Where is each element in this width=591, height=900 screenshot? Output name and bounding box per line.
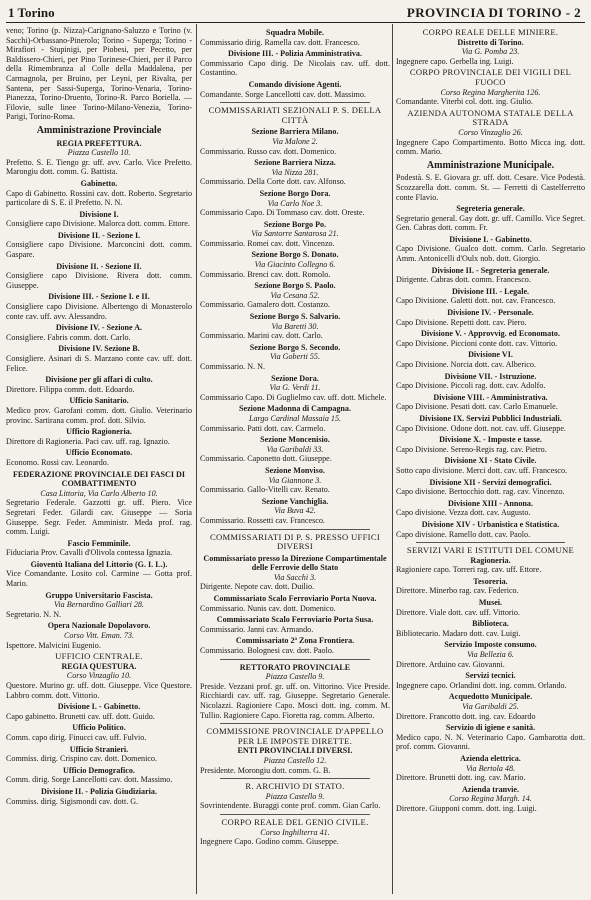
entry [6, 323, 192, 342]
entry [396, 520, 585, 539]
entry [396, 640, 585, 669]
entry-text: Capo divisione. Ramello dott. cav. Paolo. [396, 529, 531, 539]
entry [396, 287, 585, 306]
entry-text: Consigliere capo Divisione. Albertengo di Monasterolo conte cav. uff. avv. Alessandro. [6, 302, 192, 321]
entry [200, 594, 390, 613]
entry [6, 470, 192, 537]
entry-text: Comm. dirig. Sorge Lancellotti cav. dott. Massimo. [6, 775, 173, 785]
entry-heading: Divisione XIII - Annona. [447, 498, 533, 508]
entry-text: Commissario. Gamalero dott. Costanzo. [200, 300, 330, 310]
podesta-paragraph: Podestà. S. E. Giovara gr. uff. dott. Cesare. Vice Podestà. Scozzarella dott. comm. St. — Ferretti di Castelferretto conte Flavio. [396, 173, 585, 202]
entry [396, 414, 585, 433]
entry [200, 615, 390, 634]
entry-address: Via Goberti 55. [270, 352, 320, 362]
entry-address: Corso Vinzaglio 10. [66, 671, 132, 681]
divider [220, 778, 370, 779]
entry-text: Capo divisione. Vezza dott. cav. Augusto. [396, 508, 531, 518]
divider [220, 723, 370, 724]
entry-heading: Divisione I. - Gabinetto. [449, 234, 532, 244]
entry-text: Ingegnere Capo. Godino comm. Giuseppe. [200, 837, 339, 847]
entry-text: Commissario Capo dirig. De Nicolais cav. uff. dott. Costantino. [200, 58, 390, 78]
entry [200, 127, 390, 156]
entry [200, 312, 390, 341]
entry-heading: Sezione Borgo S. Secondo. [249, 342, 341, 352]
entry [396, 671, 585, 690]
entry-heading: Divisione per gli affari di culto. [45, 375, 153, 385]
entry-text: Segretario. N. N. [6, 609, 62, 619]
entry-address: Via Bernardino Galliari 28. [54, 600, 144, 610]
entry-heading: Gruppo Universitario Fascista. [45, 590, 153, 600]
entry-heading: Acquedotto Municipale. [448, 692, 533, 702]
entry [6, 344, 192, 373]
entry-address: Via Baretti 30. [271, 321, 319, 331]
entry [396, 785, 585, 814]
entry [396, 329, 585, 348]
entry-text: Consigliere. Asinari di S. Marzano conte cav. uff. dott. Felice. [6, 354, 192, 373]
entry-text: Comandante. Viterbi col. dott. ing. Giulio. [396, 97, 533, 107]
entry-heading: Divisione III. - Sezione I. e II. [48, 292, 150, 302]
entry [6, 179, 192, 208]
entry-heading: Divisione VIII. - Amministrativa. [433, 392, 548, 402]
entry-heading: Divisione VII. - Istruzione. [444, 371, 537, 381]
entry-text: Segretario Federale. Gazzotti gr. uff. Piero. Vice Segretari Feder. Gilardi cav. Giuseppe — Soria Giuseppe. Segr. Feder. Amministr. Meda prof. rag. comm. Luigi. [6, 498, 192, 537]
entry [200, 778, 390, 811]
entry-address: Corso Vitt. Eman. 73. [64, 631, 134, 641]
entry [6, 787, 192, 806]
entry-text: Dirigente. Cabras dott. comm. Francesco. [396, 275, 531, 285]
entry-text: Commissario. N. N. [200, 362, 265, 371]
entry-heading: Divisione X. - Imposte e tasse. [439, 435, 542, 445]
entry-address: Piazza Castello 12. [263, 755, 327, 765]
entry-text: Capo Divisione. Galetti dott. not. cav. Francesco. [396, 296, 556, 306]
column-2 [200, 26, 390, 847]
entry [200, 529, 390, 552]
entry [396, 308, 585, 327]
page-header [6, 4, 585, 23]
entry-text: Capo Divisione. Odone dott. not. cav. uff. Giuseppe. [396, 423, 566, 433]
entry-heading: Commissariato Scalo Ferroviario Porta Nuova. [213, 594, 377, 604]
entry-caption: COMMISSIONE PROVINCIALE D'APPELLO PER LE IMPOSTE DIRETTE. [206, 726, 384, 746]
entry-text: Commissario. Caponetto dott. Giuseppe. [200, 454, 332, 464]
entry-heading: REGIA QUESTURA. [61, 661, 137, 671]
entry [200, 497, 390, 526]
entry-text: Commissario. Russo cav. dott. Domenico. [200, 146, 337, 156]
entry-text: Direttore. Francotto dott. ing. cav. Edoardo [396, 711, 536, 721]
entry-caption: UFFICIO CENTRALE. [55, 651, 143, 662]
entry [200, 28, 390, 47]
page-number-left: 1 Torino [8, 5, 55, 20]
entry-address: Via Giacinto Collegno 6. [254, 260, 336, 270]
entry-address: Piazza Castello 9. [265, 672, 325, 682]
entry-text: Sotto capo divisione. Merci dott. cav. uff. Francesco. [396, 465, 568, 475]
divider [220, 814, 370, 815]
entry-text: Consigliere capo Divisione. Marconcini dott. comm. Gaspare. [6, 240, 192, 260]
entry-text: Preside. Vezzani prof. gr. uff. on. Vittorino. Vice Preside. Ricchiardi cav. uff. rag. Giuseppe. Segretario Generale. Nicolazzi. Ragioniere Capo. Mosci dott. ing. comm. M. Tullio. Ragioniere Capo. Fioretta rag. comm. Alberto. [200, 681, 390, 720]
entry [200, 49, 390, 78]
entry-text: Direttore. Viale dott. cav. uff. Vittorio. [396, 607, 520, 617]
entry-text: Capo gabinetto. Brunetti cav. uff. dott. Guido. [6, 711, 155, 721]
entry-heading: Ufficio Demografico. [63, 765, 135, 775]
entry-text: Commissario. Romei cav. dott. Vincenzo. [200, 238, 335, 248]
entry [396, 68, 585, 106]
entry-address: Via Cesana 52. [270, 290, 320, 300]
entry [396, 619, 585, 638]
entry [200, 158, 390, 187]
entry-heading: Sezione Monviso. [265, 465, 325, 475]
entry-text: Bibliotecario. Madaro dott. cav. Luigi. [396, 628, 521, 638]
entry [396, 723, 585, 752]
entry [200, 281, 390, 310]
entry-text: Direttore. Brunetti dott. ing. cav. Mario. [396, 773, 526, 783]
entry [6, 539, 192, 558]
entry-address: Via Garibaldi 25. [462, 702, 519, 711]
entry-address: Corso Inghilterra 41. [260, 827, 330, 837]
entry [6, 139, 192, 177]
divider [220, 102, 370, 103]
entry [6, 621, 192, 650]
entry-text: Comm. capo dirig. Finucci cav. uff. Fulvio. [6, 732, 147, 742]
entry-text: Direttore. Giupponi comm. dott. ing. Luigi. [396, 803, 537, 813]
entry [200, 466, 390, 495]
entry-heading: Comando divisione Agenti. [248, 79, 342, 89]
entry-heading: Ufficio Politico. [72, 723, 126, 733]
entry-heading: Divisione XI - Stato Civile. [444, 456, 537, 466]
entry-text: Commissario. Nunis cav. dott. Domenico. [200, 603, 336, 613]
entry-heading: Sezione Barriera Milano. [251, 127, 339, 137]
entry-text: Commissario. Marini cav. dott. Carlo. [200, 331, 323, 341]
entry-heading: Musei. [478, 598, 503, 608]
entry-address: Via Buva 42. [274, 506, 316, 516]
entry-text: Vice Comandante. Losito col. Carmine — Gotta prof. Mario. [6, 569, 192, 589]
entry-text: Capo divisione. Bertocchio dott. rag. cav. Vincenzo. [396, 487, 565, 497]
entry-heading: REGIA PREFETTURA. [56, 138, 142, 148]
entry-heading: Ufficio Sanitario. [69, 396, 129, 406]
entry [200, 220, 390, 249]
entry-text: Consigliere. Fabris comm. dott. Carlo. [6, 332, 131, 342]
entries-list [6, 139, 192, 807]
entry-text: Prefetto. S. E. Tiengo gr. uff. avv. Carlo. Vice Prefetto. Marongiu dott. comm. G. Battista. [6, 157, 192, 177]
entry-heading: Ragioneria. [470, 555, 511, 565]
entry-heading: Ufficio Ragioneria. [66, 427, 132, 437]
entry-heading: Divisione I. [79, 209, 119, 219]
entry [6, 560, 192, 589]
entry [6, 591, 192, 620]
section-title: Amministrazione Municipale. [426, 159, 555, 171]
entry-heading: Distretto di Torino. [457, 37, 524, 47]
entry-heading: Sezione Borgo S. Donato. [251, 250, 339, 260]
entry-heading: Divisione IV. - Sezione A. [55, 323, 143, 333]
entry-heading: Tesoreria. [473, 576, 508, 586]
entry [6, 448, 192, 467]
divider [416, 542, 565, 543]
entry-heading: Biblioteca. [472, 619, 509, 629]
transport-paragraph: veno; Torino (p. Nizza)-Carignano-Saluzzo e Torino (v. Sacchi)-Orbassano-Pinerolo; Torino - Superga; Torino - Mirafiori - Stupinigi, per Piobesi, per Pecetto, per Baldissero-Chieri, per Pino Torinese-Chieri, per il Parco della Rimembranza al Colle della Maddalena, per Carmagnola, per Bruino, per Leyni, per Rivalta, per Santena, per Sassi-Superga, Torino-Venaria, Torino-Pianezza, Torino-Druento, Torino-R. Parco Boriella. — Filovie, sulle linee Torino-Milano-Venezia, Torino-Parigi, Torino-Roma. [6, 26, 192, 122]
entry-text: Economo. Rossi cav. Leonardo. [6, 457, 109, 467]
entry [396, 478, 585, 497]
entry-address: Corso Vinzaglio 26. [458, 127, 523, 137]
entry-text: Medico capo. N. N. Veterinario Capo. Gambarotta dott. prof. comm. Giovanni. [396, 732, 585, 752]
entry-text: Capo Divisione. Norcia dott. cav. Alberico. [396, 360, 536, 369]
entry-heading: ENTI PROVINCIALI DIVERSI. [237, 746, 353, 756]
entry-text: Direttore. Minerbo rag. cav. Federico. [396, 586, 519, 596]
entry [200, 659, 390, 721]
entry-heading: Sezione Borgo S. Salvario. [249, 312, 341, 322]
entry-address: Via Garibaldi 33. [266, 444, 324, 454]
entry-address: Via Santorre Santarosa 21. [251, 229, 339, 239]
entry-heading: Divisione VI. [468, 350, 513, 360]
entry-heading: Azienda elettrica. [460, 753, 521, 763]
entry [200, 404, 390, 433]
entry-address: Via Bellezia 6. [467, 650, 514, 660]
entry-heading: Commissariato presso la Direzione Compartimentale delle Ferrovie dello Stato [203, 553, 387, 573]
entries-list [396, 28, 585, 157]
entry-heading: Segreteria generale. [456, 204, 525, 214]
entry [6, 396, 192, 425]
entry-heading: Servizio di igiene e sanità. [445, 723, 536, 733]
divider [220, 659, 370, 660]
entry-text: Questore. Murino gr. uff. dott. Giuseppe. Vice Questore. Labbro comm. dott. Vittorio. [6, 681, 192, 700]
entry-heading: Opera Nazionale Dopolavoro. [47, 621, 151, 631]
entry [396, 235, 585, 264]
entry-text: Consigliere capo Divisione. Rivera dott. comm. Giuseppe. [6, 271, 192, 290]
entry-text: Commissario. Patti dott. cav. Carmelo. [200, 423, 326, 433]
entry-address: Via Sacchi 3. [273, 572, 317, 582]
entry-text: Commissario dirig. Ramella cav. dott. Francesco. [200, 37, 360, 47]
entry-heading: Commissariato 2ª Zona Frontiera. [235, 636, 355, 646]
entry-caption: SERVIZI VARI E ISTITUTI DEL COMUNE [406, 545, 575, 556]
entry [396, 692, 585, 721]
entry-heading: Azienda tranvie. [461, 784, 520, 794]
entry [396, 266, 585, 285]
entry-text: Sovrintendente. Buraggi conte prof. comm. Gian Carlo. [200, 801, 381, 811]
entry-text: Commissario. Rossetti cav. Francesco. [200, 515, 325, 525]
entries-list [396, 204, 585, 813]
entry-text: Capo di Gabinetto. Rossini cav. dott. Roberto. Segretario particolare di S. E. il Prefetto. N. N. [6, 188, 192, 208]
entry [396, 350, 585, 369]
entry-text: Ispettore. Malvicini Eugenio. [6, 640, 101, 650]
entry-text: Ragioniere capo. Torreri rag. cav. uff. Ettore. [396, 565, 542, 575]
entry-heading: Divisione XIV - Urbanistica e Statistica. [421, 519, 560, 529]
entry [6, 745, 192, 764]
entry-heading: Sezione Borgo S. Paolo. [254, 281, 336, 291]
entry-text: Capo Divisione. Repetti dott. cav. Piero. [396, 317, 527, 327]
entry [396, 393, 585, 412]
entry-caption: CORPO REALE DELLE MINIERE. [422, 27, 559, 37]
entry-heading: Servizio Imposte consumo. [444, 640, 537, 650]
entry-heading: Divisione III. - Polizia Amministrativa. [228, 49, 362, 59]
entry-text: Direttore. Arduino cav. Giovanni. [396, 659, 505, 669]
entry-address: Largo Cardinal Massaia 15. [248, 413, 342, 423]
entry-address: Corso Regina Margh. 14. [449, 794, 532, 804]
entry-caption: CORPO PROVINCIALE DEI VIGILI DEL FUOCO [409, 67, 572, 87]
entry [396, 204, 585, 233]
entry-text: Medico prov. Garofani comm. dott. Giulio. Veterinario provinc. Sartirana comm. prof. dott. Silvio. [6, 405, 192, 425]
entry [6, 231, 192, 260]
entry-address: Piazza Castello 10. [67, 148, 131, 158]
entry [6, 427, 192, 446]
entry-text: Commissario. Janni cav. Armando. [200, 624, 314, 634]
entry [6, 210, 192, 229]
entry-text: Segretario general. Gay dott. gr. uff. Camillo. Vice Segret. Gen. Cabras dott. comm. Fr. [396, 213, 585, 233]
entry [200, 554, 390, 592]
entry-text: Comandante. Sorge Lancellotti cav. dott. Massimo. [200, 89, 366, 99]
entry-heading: Sezione Borgo Dora. [259, 188, 331, 198]
entry-text: Commissario. Gallo-Vitelli cav. Renato. [200, 485, 330, 495]
entry-heading: Divisione II. - Polizia Giudiziaria. [40, 786, 157, 796]
entry-text: Ingegnere Capo Compartimento. Botto Micca ing. dott. comm. Mario. [396, 137, 585, 157]
entry [396, 109, 585, 157]
entry-address: Via Carlo Noe 3. [267, 198, 323, 208]
entry [396, 499, 585, 518]
entry-heading: Divisione IX. Servizi Pubblici Industriali. [419, 413, 562, 423]
entry-text: Commissario Capo. Di Guglielmo cav. uff. dott. Michele. [200, 392, 387, 402]
entry-heading: Divisione IV. Sezione B. [58, 344, 140, 354]
entry-caption: AZIENDA AUTONOMA STATALE DELLA STRADA [407, 107, 574, 128]
entry-address: Casa Littoria, Via Carlo Alberto 10. [40, 488, 158, 498]
entry-text: Capo Divisione. Gualco dott. comm. Carlo. Segretario Amm. Antonicelli d'Oulx nob. dott. Giorgio. [396, 244, 585, 264]
entry-heading: Divisione IV. - Personale. [447, 308, 534, 318]
entry [396, 456, 585, 475]
entry-heading: RETTORATO PROVINCIALE [239, 662, 351, 672]
entry-address: Piazza Castello 9. [265, 791, 325, 801]
entry-heading: Divisione V. - Approvvig. ed Economato. [421, 329, 560, 339]
entry-heading: Divisione XII - Servizi demografici. [429, 477, 552, 487]
entry-caption: CORPO REALE DEL GENIO CIVILE. [221, 816, 369, 827]
entry-text: Commiss. dirig. Sigismondi cav. dott. G. [6, 796, 139, 806]
entry-text: Capo Divisione. Pesati dott. cav. Carlo Emanuele. [396, 402, 558, 412]
entry-heading: Ufficio Economato. [65, 448, 133, 458]
entry-heading: Divisione III. - Legale. [451, 286, 530, 296]
entry-heading: Sezione Barriera Nizza. [254, 158, 336, 168]
entry [200, 435, 390, 464]
entry-address: Via Nizza 281. [271, 167, 319, 177]
entry-text: Commiss. dirig. Crispino cav. dott. Domenico. [6, 754, 157, 764]
entries-list [200, 28, 390, 847]
entry [200, 374, 390, 403]
entry-text: Commissario. Brenci cav. dott. Romolo. [200, 269, 331, 279]
entry [200, 102, 390, 125]
entry-heading: Divisione II. - Sezione II. [56, 261, 142, 271]
entry-heading: Sezione Borgo Po. [263, 219, 327, 229]
entry-text: Commissario Capo. Di Tommaso cav. dott. Oreste. [200, 208, 365, 218]
entry-heading: Squadra Mobile. [265, 28, 325, 37]
entry-text: Commissario. Della Corte dott. cav. Alfonso. [200, 177, 346, 187]
entry-address: Via Giannone 3. [268, 475, 322, 485]
entry [6, 766, 192, 785]
entry-text: Commissario. Bolognesi cav. dott. Paolo. [200, 646, 334, 656]
entry [6, 375, 192, 394]
entry-address: Corso Regina Margherita 126. [440, 87, 541, 97]
entry-heading: Gabinetto. [80, 178, 118, 188]
entry-address: Via G. Pomba 23. [461, 47, 520, 57]
entry-heading: FEDERAZIONE PROVINCIALE DEI FASCI DI COMBATTIMENTO [12, 469, 186, 489]
entry-text: Presidente. Morongiu dott. comm. G. B. [200, 765, 331, 775]
entry-heading: Ufficio Stranieri. [69, 744, 129, 754]
entry-heading: Divisione II. - Sezione I. [57, 230, 141, 240]
entry [6, 292, 192, 321]
entry-text: Capo Divisione. Sereno-Regis rag. cav. Pietro. [396, 444, 547, 454]
entry [200, 343, 390, 372]
entry-heading: Gioventù Italiana del Littorio (G. I. L.). [30, 559, 168, 569]
entry-heading: Sezione Vanchiglia. [261, 496, 329, 506]
entry-text: Dirigente. Nepote cav. dott. Duilio. [200, 582, 315, 592]
entry [396, 598, 585, 617]
running-title: PROVINCIA DI TORINO - 2 [406, 5, 581, 20]
entry-address: Via G. Verdi 11. [269, 383, 321, 393]
entry [6, 723, 192, 742]
entry-address: Via Bertola 48. [465, 763, 516, 773]
entry-text: Consigliere capo Divisione. Malorca dott. comm. Ettore. [6, 219, 190, 229]
entry-heading: Commissariato Scalo Ferroviario Porta Susa. [216, 615, 374, 625]
entry [396, 577, 585, 596]
divider [220, 529, 370, 530]
column-divider [196, 24, 197, 894]
entry-text: Capo Divisione. Piccoli rag. dott. cav. Adolfo. [396, 381, 546, 391]
entry [200, 189, 390, 218]
entry [200, 250, 390, 279]
entry-heading: Fascio Femminile. [67, 538, 131, 548]
entry [396, 372, 585, 391]
entry-heading: Sezione Moncenisio. [260, 435, 330, 445]
entry-caption: R. ARCHIVIO DI STATO. [245, 781, 345, 792]
entry-caption: COMMISSARIATI SEZIONALI P. S. DELLA CITTÀ [208, 105, 382, 125]
entry-heading: Sezione Dora. [271, 373, 319, 383]
section-title: Amministrazione Provinciale [36, 124, 162, 136]
entry [396, 435, 585, 454]
entry [6, 652, 192, 700]
column-1 [6, 26, 192, 806]
entry-text: Capo Divisione. Piccioni conte dott. cav. Vittorio. [396, 338, 558, 348]
entry [6, 262, 192, 291]
entry-text: Direttore di Ragioneria. Paci cav. uff. rag. Ignazio. [6, 436, 170, 446]
entry [200, 636, 390, 655]
entry [6, 702, 192, 721]
entry-address: Via Malone 2. [272, 136, 318, 146]
entry-caption: COMMISSARIATI DI P. S. PRESSO UFFICI DIVERSI [209, 531, 381, 552]
entry-text: Fiduciaria Prov. Cavalli d'Olivola contessa Ignazia. [6, 548, 173, 558]
entry [396, 28, 585, 66]
entry [200, 814, 390, 847]
entry-heading: Sezione Madonna di Campagna. [239, 404, 351, 414]
entry-text: Ingegnere capo. Gerbella ing. Luigi. [396, 56, 514, 66]
entry [200, 80, 390, 99]
column-3 [396, 26, 585, 814]
entry-heading: Divisione I. - Gabinetto. [57, 702, 141, 712]
entry-text: Direttore. Filippa comm. dott. Edoardo. [6, 384, 135, 394]
entry [396, 754, 585, 783]
entry [200, 723, 390, 775]
entry-heading: Servizi tecnici. [465, 671, 516, 681]
entry-text: Ingegnere capo. Orlandini dott. ing. comm. Orlando. [396, 680, 567, 690]
entry-heading: Divisione II. - Segreteria generale. [431, 265, 550, 275]
entry [396, 542, 585, 575]
column-divider [392, 24, 393, 894]
